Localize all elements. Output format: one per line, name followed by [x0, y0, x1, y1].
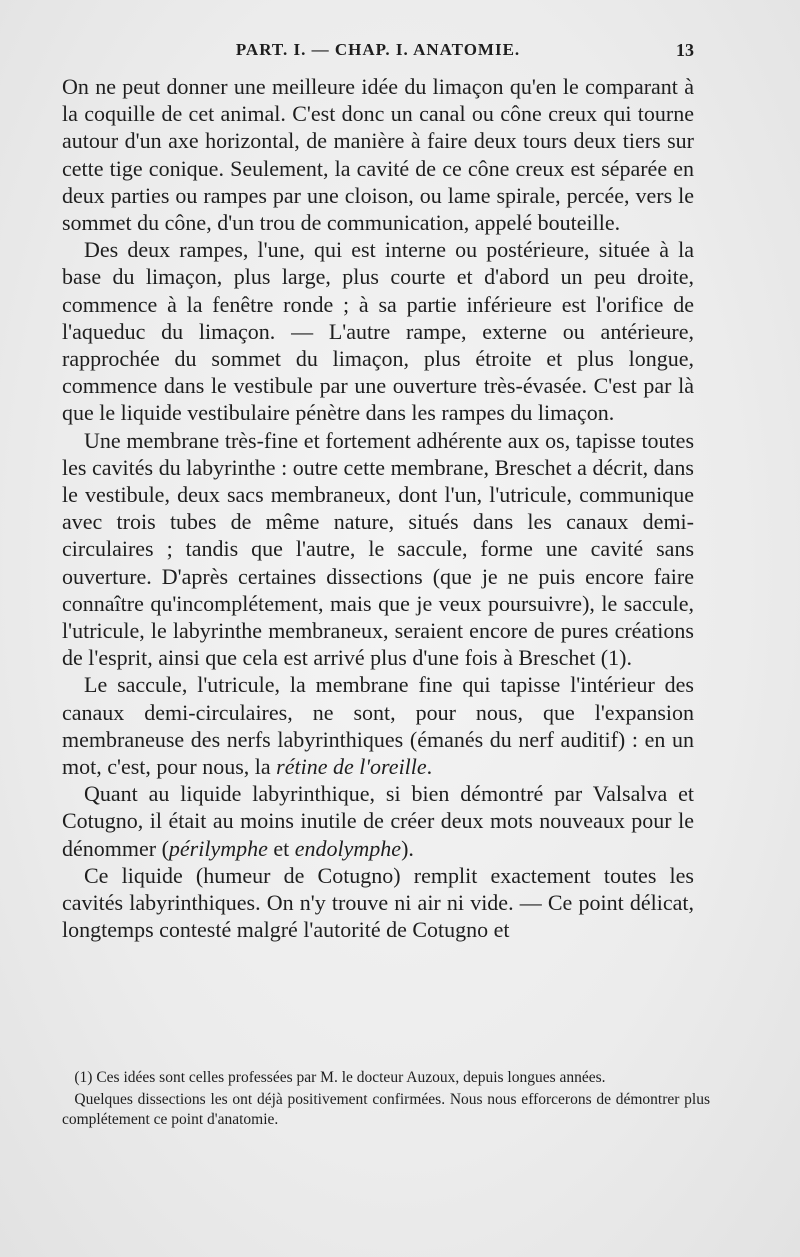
footnotes — [62, 1068, 710, 1132]
paragraph-liquide-text: Quant au liquide labyrinthique, si bien démontré par Valsalva et Cotugno, il était au moins inutile de créer deux mots nouveaux pour le dénommer ( — [62, 781, 694, 861]
paragraph-rampes: Des deux rampes, l'une, qui est interne ou postérieure, située à la base du limaçon, plus large, plus courte et d'abord un peu droite, commence à la fenêtre ronde ; à sa partie inférieure est l'orifice de l'aqueduc du limaçon. — L'autre rampe, externe ou antérieure, rapprochée du sommet du limaçon, plus étroite et plus longue, commence dans le vestibule par une ouverture très-évasée. C'est par là que le liquide vestibulaire pénètre dans les rampes du limaçon. — [62, 237, 694, 426]
page-header — [62, 40, 694, 70]
paragraph-saccule-end: . — [426, 754, 433, 780]
retine-term: rétine de l'oreille — [276, 754, 427, 780]
perilymphe-term: périlymphe — [168, 835, 268, 861]
paragraph-liquide-mid: et — [267, 835, 295, 861]
paragraph-saccule-text: Le saccule, l'utricule, la membrane fine qui tapisse l'intérieur des canaux demi-circulaires, ne sont, pour nous, que l'expansion membraneuse des nerfs labyrinthiques (émanés du nerf auditif) : en un mot, c'est, pour nous, la — [62, 672, 694, 780]
running-head: PART. I. — CHAP. I. ANATOMIE. — [235, 40, 521, 59]
endolymphe-term: endolymphe — [294, 835, 402, 861]
footnote-1-continued: Quelques dissections les ont déjà positivement confirmées. Nous nous efforcerons de démontrer plus complétement ce point d'anatomie. — [62, 1091, 710, 1128]
footnote-1: (1) Ces idées sont celles professées par M. le docteur Auzoux, depuis longues années. — [74, 1069, 606, 1086]
paragraph-membrane: Une membrane très-fine et fortement adhérente aux os, tapisse toutes les cavités du labyrinthe : outre cette membrane, Breschet a décrit, dans le vestibule, deux sacs membraneux, dont l'un, l'utricule, communique avec trois tubes de même nature, situés dans les canaux demi-circulaires ; tandis que l'autre, le saccule, forme une cavité sans ouverture. D'après certaines dissections (que je ne puis encore faire connaître qu'incomplétement, mais que je veux poursuivre), le saccule, l'utricule, le labyrinthe membraneux, seraient encore de pures créations de l'esprit, ainsi que cela est arrivé plus d'une fois à Breschet (1). — [62, 427, 694, 671]
page-number: 13 — [676, 40, 694, 60]
paragraph-liquide-end: ). — [401, 835, 414, 861]
body-text — [62, 73, 694, 944]
paragraph-saccule — [62, 671, 694, 780]
paragraph-cotugno: Ce liquide (humeur de Cotugno) remplit exactement toutes les cavités labyrinthiques. On n'y trouve ni air ni vide. — Ce point délicat, longtemps contesté malgré l'autorité de Cotugno et — [62, 862, 694, 943]
paragraph-limacon-intro: On ne peut donner une meilleure idée du limaçon qu'en le comparant à la coquille de cet animal. C'est donc un canal ou cône creux qui tourne autour d'un axe horizontal, de manière à faire deux tours deux tiers sur cette tige conique. Seulement, la cavité de ce cône creux est séparée en deux parties ou rampes par une cloison, ou lame spirale, percée, vers le sommet du cône, d'un trou de communication, appelé bouteille. — [62, 74, 694, 236]
paragraph-liquide — [62, 780, 694, 862]
